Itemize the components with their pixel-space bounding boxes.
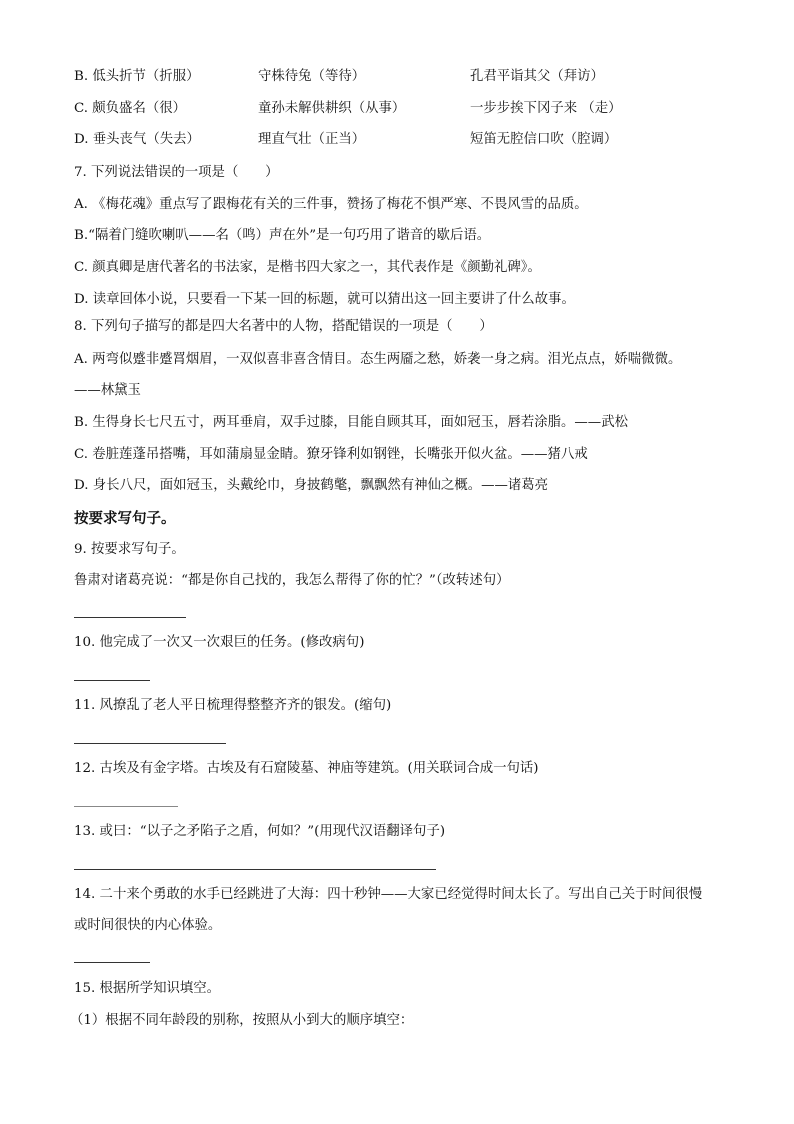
q15-stem: 15. 根据所学知识填空。: [74, 981, 221, 996]
q8-stem: 8. 下列句子描写的都是四大名著中的人物，搭配错误的一项是（ ）: [74, 319, 493, 334]
row-d-col2: 理直气壮（正当）: [258, 132, 366, 147]
q10-answer-line[interactable]: [74, 680, 150, 681]
row-b-col2: 守株待兔（等待）: [258, 69, 366, 84]
q12-answer-line[interactable]: [74, 806, 178, 807]
q8-option-a: A. 两弯似蹙非蹙罥烟眉，一双似喜非喜含情目。态生两靥之愁，娇袭一身之病。泪光点点，娇喘微微。: [74, 352, 682, 367]
q7-option-c: C. 颜真卿是唐代著名的书法家，是楷书四大家之一，其代表作是《颜勤礼碑》。: [74, 260, 541, 275]
q11-answer-line[interactable]: [74, 743, 226, 744]
q8-option-a-attribution: ——林黛玉: [74, 383, 141, 398]
q13-text: 13. 或曰：“以子之矛陷子之盾，何如？”(用现代汉语翻译句子): [74, 824, 446, 839]
q14-text-line2: 或时间很快的内心体验。: [74, 918, 222, 933]
q7-option-a: A. 《梅花魂》重点写了跟梅花有关的三件事，赞扬了梅花不惧严寒、不畏风雪的品质。: [74, 197, 588, 212]
q7-option-b: B.“隔着门缝吹喇叭——名（鸣）声在外”是一句巧用了谐音的歇后语。: [74, 228, 491, 243]
q8-option-b: B. 生得身长七尺五寸，两耳垂肩，双手过膝，目能自顾其耳，面如冠玉，唇若涂脂。——武松: [74, 415, 628, 430]
q14-text-line1: 14. 二十来个勇敢的水手已经跳进了大海：四十秒钟——大家已经觉得时间太长了。写出自己关于时间很慢: [74, 887, 703, 902]
row-d-col3: 短笛无腔信口吹（腔调）: [470, 132, 618, 147]
row-c-col2: 童孙未解供耕织（从事）: [258, 101, 406, 116]
q10-text: 10. 他完成了一次又一次艰巨的任务。(修改病句): [74, 635, 365, 650]
q8-option-d: D. 身长八尺，面如冠玉，头戴纶巾，身披鹤氅，飘飘然有神仙之概。——诸葛亮: [74, 478, 549, 493]
q11-text: 11. 风撩乱了老人平日梳理得整整齐齐的银发。(缩句): [74, 698, 392, 713]
row-b-col1: B. 低头折节（折服）: [74, 69, 200, 84]
q15-sub1: （1）根据不同年龄段的别称，按照从小到大的顺序填空：: [70, 1013, 414, 1028]
row-c-col1: C. 颇负盛名（很）: [74, 101, 187, 116]
q12-text: 12. 古埃及有金字塔。古埃及有石窟陵墓、神庙等建筑。(用关联词合成一句话): [74, 761, 539, 776]
row-b-col3: 孔君平诣其父（拜访）: [470, 69, 604, 84]
q14-answer-line[interactable]: [74, 962, 150, 963]
q8-option-c: C. 卷脏莲蓬吊搭嘴，耳如蒲扇显金睛。獠牙锋利如钢锉，长嘴张开似火盆。——猪八戒: [74, 447, 588, 462]
section-title: 按要求写句子。: [74, 511, 176, 527]
q13-answer-line[interactable]: [74, 869, 436, 870]
q7-stem: 7. 下列说法错误的一项是（ ）: [74, 165, 279, 180]
row-c-col3: 一步步挨下冈子来 （走）: [470, 101, 622, 116]
q9-answer-line[interactable]: [74, 617, 186, 618]
q9-stem: 9. 按要求写句子。: [74, 542, 185, 557]
q7-option-d: D. 读章回体小说，只要看一下某一回的标题，就可以猜出这一回主要讲了什么故事。: [74, 292, 575, 307]
row-d-col1: D. 垂头丧气（失去）: [74, 132, 200, 147]
q9-text: 鲁肃对诸葛亮说：“都是你自己找的，我怎么帮得了你的忙？”（改转述句）: [74, 573, 510, 588]
